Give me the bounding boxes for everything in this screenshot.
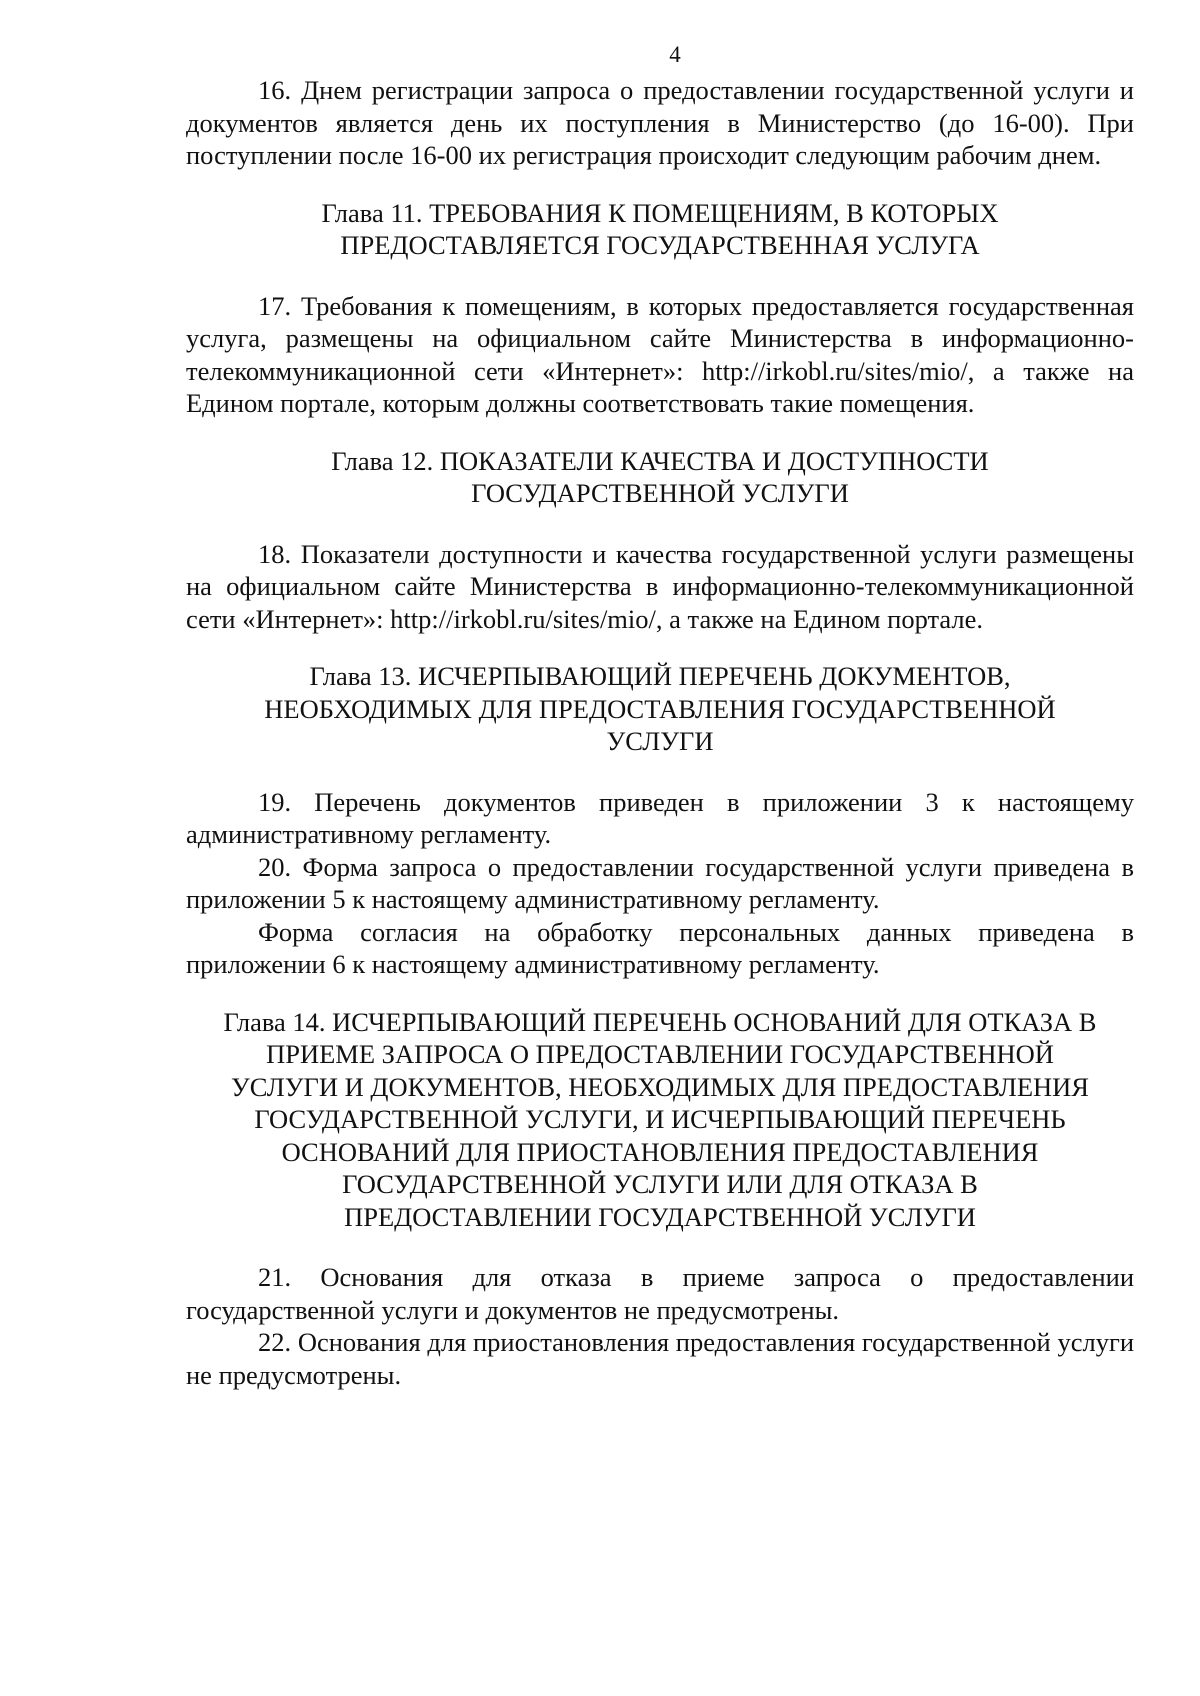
chapter-14-heading-line: ПРИЕМЕ ЗАПРОСА О ПРЕДОСТАВЛЕНИИ ГОСУДАРСТВЕННОЙ (266, 1039, 1054, 1069)
paragraph-20-consent: Форма согласия на обработку персональных данных приведена в приложении 6 к настоящему административному регламенту. (186, 916, 1134, 979)
paragraph-16: 16. Днем регистрации запроса о предоставлении государственной услуги и документов является день их поступления в Министерство (до 16-00). При поступлении после 16-00 их регистрация происходит следующим рабочим днем. (186, 75, 1134, 170)
page-number: 4 (669, 42, 681, 67)
chapter-11-heading (186, 197, 1134, 262)
chapter-12-heading-line: Глава 12. ПОКАЗАТЕЛИ КАЧЕСТВА И ДОСТУПНОСТИ (331, 445, 989, 476)
chapter-14-heading-line: ОСНОВАНИЙ ДЛЯ ПРИОСТАНОВЛЕНИЯ ПРЕДОСТАВЛЕНИЯ (281, 1136, 1039, 1167)
paragraph-21: 21. Основания для отказа в приеме запроса о предоставлении государственной услуги и документов не предусмотрены. (186, 1262, 1134, 1325)
chapter-14-heading-line: УСЛУГИ И ДОКУМЕНТОВ, НЕОБХОДИМЫХ ДЛЯ ПРЕДОСТАВЛЕНИЯ (231, 1071, 1089, 1102)
chapter-13-heading-line: НЕОБХОДИМЫХ ДЛЯ ПРЕДОСТАВЛЕНИЯ ГОСУДАРСТВЕННОЙ (264, 693, 1056, 724)
chapter-13-heading-line: УСЛУГИ (606, 726, 714, 756)
paragraph-17: 17. Требования к помещениям, в которых предоставляется государственная услуга, размещены на официальном сайте Министерства в информационно-телекоммуникационной сети «Интернет»: http://irkobl.ru/sites/mio/, а также на Едином портале, которым должны соответствовать такие помещения. (186, 290, 1134, 418)
paragraph-19: 19. Перечень документов приведен в приложении 3 к настоящему административному регламенту. (186, 786, 1134, 849)
chapter-14-heading-line: ПРЕДОСТАВЛЕНИИ ГОСУДАРСТВЕННОЙ УСЛУГИ (344, 1201, 976, 1232)
chapter-14-heading-line: ГОСУДАРСТВЕННОЙ УСЛУГИ ИЛИ ДЛЯ ОТКАЗА В (342, 1169, 978, 1199)
chapter-12-heading-line: ГОСУДАРСТВЕННОЙ УСЛУГИ (471, 478, 849, 508)
chapter-13-heading (186, 660, 1134, 758)
chapter-11-heading-line: ПРЕДОСТАВЛЯЕТСЯ ГОСУДАРСТВЕННАЯ УСЛУГА (340, 230, 980, 260)
chapter-14-heading (186, 1006, 1134, 1234)
chapter-14-heading-line: ГОСУДАРСТВЕННОЙ УСЛУГИ, И ИСЧЕРПЫВАЮЩИЙ ПЕРЕЧЕНЬ (254, 1104, 1066, 1134)
chapter-12-heading (186, 445, 1134, 510)
chapter-11-heading-line: Глава 11. ТРЕБОВАНИЯ К ПОМЕЩЕНИЯМ, В КОТОРЫХ (321, 197, 999, 228)
paragraph-22: 22. Основания для приостановления предоставления государственной услуги не предусмотрены. (186, 1327, 1134, 1390)
chapter-14-heading-line: Глава 14. ИСЧЕРПЫВАЮЩИЙ ПЕРЕЧЕНЬ ОСНОВАНИЙ ДЛЯ ОТКАЗА В (223, 1006, 1097, 1037)
paragraph-18: 18. Показатели доступности и качества государственной услуги размещены на официальном сайте Министерства в информационно-телекоммуникационной сети «Интернет»: http://irkobl.ru/sites/mio/, а также на Едином портале. (186, 538, 1134, 634)
document-page (186, 40, 1134, 1391)
paragraph-20: 20. Форма запроса о предоставлении государственной услуги приведена в приложении 5 к настоящему административному регламенту. (186, 851, 1134, 914)
chapter-13-heading-line: Глава 13. ИСЧЕРПЫВАЮЩИЙ ПЕРЕЧЕНЬ ДОКУМЕНТОВ, (309, 661, 1011, 691)
